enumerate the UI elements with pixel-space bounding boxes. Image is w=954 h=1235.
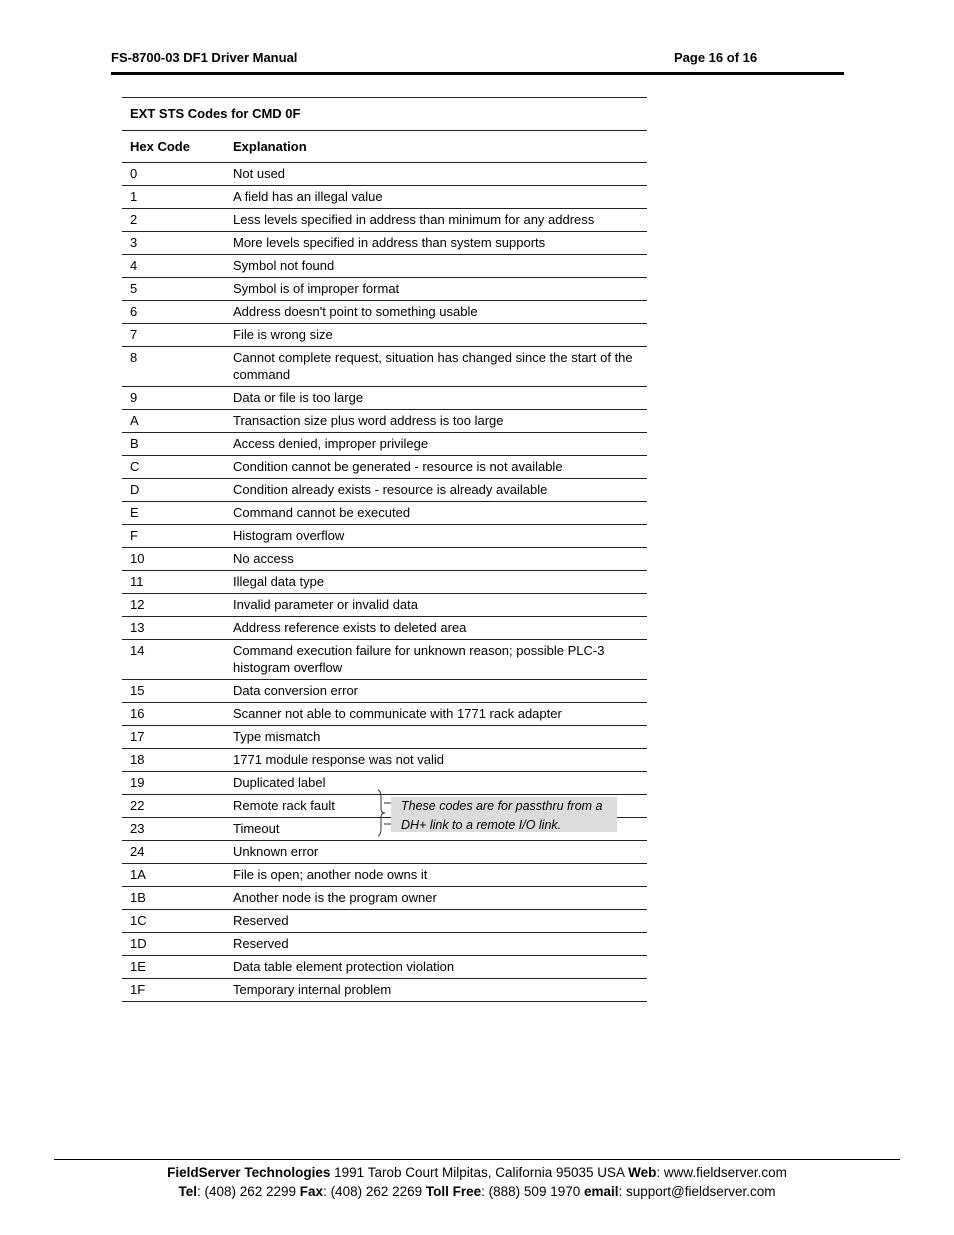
table-row [122, 640, 647, 680]
explanation-cell: Less levels specified in address than minimum for any address [225, 209, 647, 232]
table-row [122, 726, 647, 749]
table-row [122, 410, 647, 433]
hex-code-cell: 7 [122, 324, 225, 347]
passthru-note: These codes are for passthru from a DH+ link to a remote I/O link. [391, 797, 617, 832]
table-row [122, 910, 647, 933]
footer-email-label: email [583, 1184, 619, 1199]
hex-code-cell: 22 [122, 795, 225, 818]
hex-code-cell: 6 [122, 301, 225, 324]
hex-code-cell: 5 [122, 278, 225, 301]
explanation-cell: Illegal data type [225, 571, 647, 594]
explanation-cell: Histogram overflow [225, 525, 647, 548]
table-row [122, 864, 647, 887]
page-number: Page 16 of 16 [674, 50, 758, 65]
table-row [122, 301, 647, 324]
hex-code-cell: 13 [122, 617, 225, 640]
explanation-cell: Command execution failure for unknown reason; possible PLC-3 histogram overflow [225, 640, 647, 680]
hex-code-cell: 1 [122, 186, 225, 209]
explanation-cell: Data conversion error [225, 680, 647, 703]
hex-code-cell: 8 [122, 347, 225, 387]
hex-code-cell: 2 [122, 209, 225, 232]
footer-line-1 [54, 1163, 900, 1182]
hex-code-cell: 24 [122, 841, 225, 864]
explanation-cell: Cannot complete request, situation has changed since the start of the command [225, 347, 647, 387]
header-divider [111, 72, 844, 75]
explanation-cell: Unknown error [225, 841, 647, 864]
footer-web-label: Web [628, 1165, 657, 1180]
table-row [122, 163, 647, 186]
footer-fax: : (408) 262 2269 [323, 1184, 426, 1199]
explanation-cell: 1771 module response was not valid [225, 749, 647, 772]
table-row [122, 594, 647, 617]
table-row [122, 479, 647, 502]
table-row [122, 703, 647, 726]
page-footer [54, 1163, 900, 1201]
table-row [122, 209, 647, 232]
table-header-row [122, 131, 647, 163]
explanation-cell: Data or file is too large [225, 387, 647, 410]
page-header [111, 50, 844, 72]
footer-web: : www.fieldserver.com [656, 1165, 787, 1180]
ext-sts-codes-table [122, 97, 647, 1002]
footer-address: 1991 Tarob Court Milpitas, California 95035 USA [330, 1165, 629, 1180]
hex-code-cell: B [122, 433, 225, 456]
hex-code-cell: 15 [122, 680, 225, 703]
explanation-cell: Symbol not found [225, 255, 647, 278]
table-row [122, 278, 647, 301]
footer-tollfree: : (888) 509 1970 [481, 1184, 584, 1199]
footer-tel-label: Tel [178, 1184, 197, 1199]
hex-code-cell: E [122, 502, 225, 525]
footer-tel: : (408) 262 2299 [196, 1184, 300, 1199]
explanation-cell: A field has an illegal value [225, 186, 647, 209]
hex-code-cell: 16 [122, 703, 225, 726]
hex-code-cell: 0 [122, 163, 225, 186]
explanation-cell: File is wrong size [225, 324, 647, 347]
hex-code-cell: 3 [122, 232, 225, 255]
hex-code-cell: C [122, 456, 225, 479]
explanation-cell: Another node is the program owner [225, 887, 647, 910]
hex-code-cell: 17 [122, 726, 225, 749]
hex-code-cell: A [122, 410, 225, 433]
table-row [122, 232, 647, 255]
explanation-cell: Transaction size plus word address is too large [225, 410, 647, 433]
explanation-cell: Command cannot be executed [225, 502, 647, 525]
table-row [122, 186, 647, 209]
table-row [122, 956, 647, 979]
table-row [122, 887, 647, 910]
explanation-cell: Data table element protection violation [225, 956, 647, 979]
hex-code-cell: 19 [122, 772, 225, 795]
explanation-cell: Access denied, improper privilege [225, 433, 647, 456]
hex-code-cell: 1A [122, 864, 225, 887]
explanation-cell: Type mismatch [225, 726, 647, 749]
hex-code-cell: 18 [122, 749, 225, 772]
document-title: FS-8700-03 DF1 Driver Manual [111, 50, 298, 65]
hex-code-cell: 9 [122, 387, 225, 410]
explanation-cell: Reserved [225, 910, 647, 933]
explanation-cell: Condition cannot be generated - resource is not available [225, 456, 647, 479]
explanation-cell: Reserved [225, 933, 647, 956]
explanation-cell: More levels specified in address than system supports [225, 232, 647, 255]
hex-code-cell: 23 [122, 818, 225, 841]
table-row [122, 456, 647, 479]
explanation-cell: Duplicated label [225, 772, 647, 795]
hex-code-cell: 10 [122, 548, 225, 571]
hex-code-cell: 14 [122, 640, 225, 680]
explanation-cell: Timeout [225, 818, 647, 841]
hex-code-cell: 4 [122, 255, 225, 278]
table-row [122, 433, 647, 456]
hex-code-cell: D [122, 479, 225, 502]
explanation-cell: Remote rack fault [225, 795, 647, 818]
table-row [122, 347, 647, 387]
table-row [122, 324, 647, 347]
explanation-cell: Condition already exists - resource is already available [225, 479, 647, 502]
ext-sts-table-container [122, 97, 647, 1002]
footer-company: FieldServer Technologies [167, 1165, 331, 1180]
hex-code-cell: 11 [122, 571, 225, 594]
footer-tollfree-label: Toll Free [425, 1184, 482, 1199]
table-row [122, 617, 647, 640]
explanation-cell: Temporary internal problem [225, 979, 647, 1002]
table-row [122, 548, 647, 571]
table-row [122, 387, 647, 410]
table-row [122, 979, 647, 1002]
hex-code-cell: 1C [122, 910, 225, 933]
table-row [122, 749, 647, 772]
table-title: EXT STS Codes for CMD 0F [122, 98, 647, 131]
hex-code-cell: 12 [122, 594, 225, 617]
explanation-cell: Invalid parameter or invalid data [225, 594, 647, 617]
explanation-cell: Address doesn't point to something usable [225, 301, 647, 324]
table-row [122, 933, 647, 956]
hex-code-cell: 1B [122, 887, 225, 910]
explanation-cell: No access [225, 548, 647, 571]
hex-code-cell: 1F [122, 979, 225, 1002]
hex-code-cell: 1E [122, 956, 225, 979]
table-title-row [122, 98, 647, 131]
footer-divider [54, 1159, 900, 1160]
table-row [122, 841, 647, 864]
table-row [122, 571, 647, 594]
explanation-cell: Symbol is of improper format [225, 278, 647, 301]
table-body [122, 163, 647, 1002]
column-header-explanation: Explanation [225, 131, 647, 163]
hex-code-cell: F [122, 525, 225, 548]
column-header-hex-code: Hex Code [122, 131, 225, 163]
footer-line-2 [54, 1182, 900, 1201]
table-row [122, 255, 647, 278]
hex-code-cell: 1D [122, 933, 225, 956]
explanation-cell: Address reference exists to deleted area [225, 617, 647, 640]
footer-fax-label: Fax [299, 1184, 324, 1199]
brace-bracket [372, 789, 392, 837]
footer-email: : support@fieldserver.com [618, 1184, 776, 1199]
explanation-cell: Not used [225, 163, 647, 186]
explanation-cell: Scanner not able to communicate with 1771 rack adapter [225, 703, 647, 726]
table-row [122, 525, 647, 548]
table-row [122, 680, 647, 703]
explanation-cell: File is open; another node owns it [225, 864, 647, 887]
table-row [122, 502, 647, 525]
